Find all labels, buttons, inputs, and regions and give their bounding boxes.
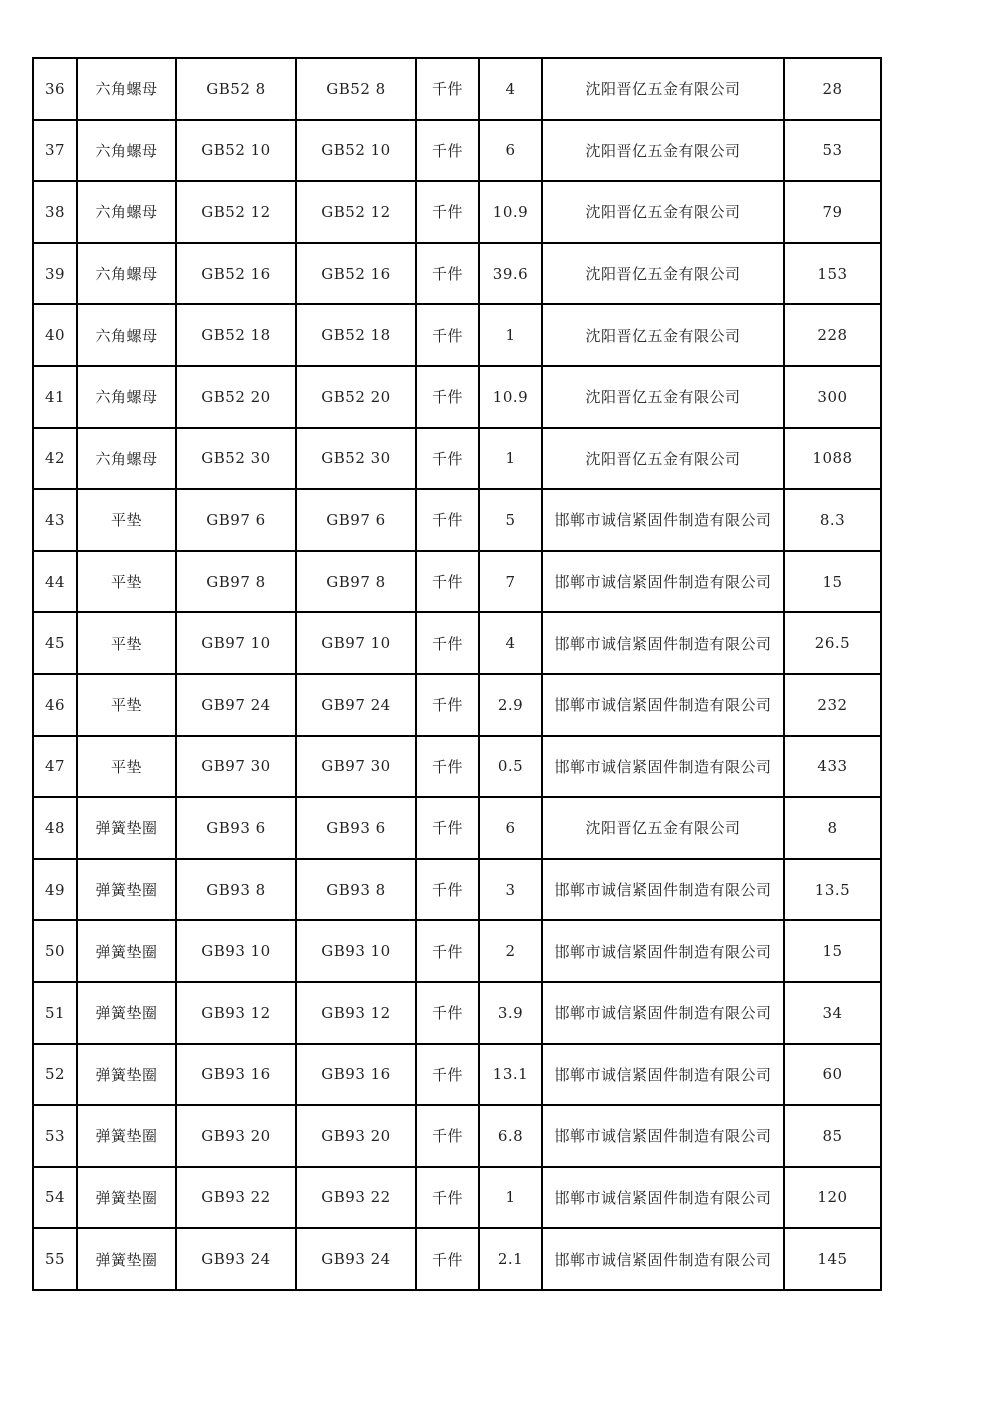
unit-cell: 千件 [416, 612, 479, 674]
row-number-cell: 44 [33, 551, 77, 613]
part-name-cell: 六角螺母 [77, 181, 176, 243]
model-cell: GB52 18 [296, 304, 416, 366]
row-number-cell: 46 [33, 674, 77, 736]
model-cell: GB93 24 [296, 1228, 416, 1290]
spec-cell: GB52 12 [176, 181, 296, 243]
price-cell: 300 [784, 366, 881, 428]
price-cell: 53 [784, 120, 881, 182]
price-cell: 232 [784, 674, 881, 736]
row-number-cell: 42 [33, 428, 77, 490]
row-number-cell: 43 [33, 489, 77, 551]
row-number-cell: 55 [33, 1228, 77, 1290]
unit-cell: 千件 [416, 551, 479, 613]
table-row [33, 120, 881, 182]
model-cell: GB93 20 [296, 1105, 416, 1167]
spec-cell: GB93 8 [176, 859, 296, 921]
row-number-cell: 49 [33, 859, 77, 921]
part-name-cell: 平垫 [77, 612, 176, 674]
unit-cell: 千件 [416, 1228, 479, 1290]
supplier-cell: 邯郸市诚信紧固件制造有限公司 [542, 859, 784, 921]
row-number-cell: 53 [33, 1105, 77, 1167]
unit-cell: 千件 [416, 674, 479, 736]
price-cell: 145 [784, 1228, 881, 1290]
row-number-cell: 47 [33, 736, 77, 798]
quantity-cell: 6 [479, 120, 542, 182]
supplier-cell: 邯郸市诚信紧固件制造有限公司 [542, 920, 784, 982]
row-number-cell: 39 [33, 243, 77, 305]
supplier-cell: 邯郸市诚信紧固件制造有限公司 [542, 1044, 784, 1106]
supplier-cell: 沈阳晋亿五金有限公司 [542, 304, 784, 366]
unit-cell: 千件 [416, 1105, 479, 1167]
model-cell: GB97 10 [296, 612, 416, 674]
table-row [33, 366, 881, 428]
unit-cell: 千件 [416, 304, 479, 366]
price-cell: 228 [784, 304, 881, 366]
part-name-cell: 六角螺母 [77, 58, 176, 120]
unit-cell: 千件 [416, 428, 479, 490]
supplier-cell: 沈阳晋亿五金有限公司 [542, 243, 784, 305]
part-name-cell: 平垫 [77, 551, 176, 613]
unit-cell: 千件 [416, 181, 479, 243]
spec-cell: GB52 10 [176, 120, 296, 182]
spec-cell: GB93 16 [176, 1044, 296, 1106]
quantity-cell: 4 [479, 58, 542, 120]
table-row [33, 489, 881, 551]
spec-cell: GB97 10 [176, 612, 296, 674]
spec-cell: GB93 24 [176, 1228, 296, 1290]
model-cell: GB97 6 [296, 489, 416, 551]
price-cell: 1088 [784, 428, 881, 490]
model-cell: GB52 30 [296, 428, 416, 490]
spec-cell: GB93 12 [176, 982, 296, 1044]
spec-cell: GB97 6 [176, 489, 296, 551]
part-name-cell: 弹簧垫圈 [77, 859, 176, 921]
spec-cell: GB52 18 [176, 304, 296, 366]
model-cell: GB52 10 [296, 120, 416, 182]
unit-cell: 千件 [416, 58, 479, 120]
part-name-cell: 六角螺母 [77, 120, 176, 182]
row-number-cell: 40 [33, 304, 77, 366]
unit-cell: 千件 [416, 982, 479, 1044]
price-cell: 34 [784, 982, 881, 1044]
row-number-cell: 37 [33, 120, 77, 182]
model-cell: GB97 30 [296, 736, 416, 798]
quantity-cell: 1 [479, 1167, 542, 1229]
table-row [33, 1167, 881, 1229]
spec-cell: GB97 8 [176, 551, 296, 613]
part-name-cell: 六角螺母 [77, 243, 176, 305]
table-row [33, 674, 881, 736]
table-row [33, 243, 881, 305]
row-number-cell: 51 [33, 982, 77, 1044]
part-name-cell: 弹簧垫圈 [77, 1167, 176, 1229]
table-row [33, 551, 881, 613]
unit-cell: 千件 [416, 1044, 479, 1106]
unit-cell: 千件 [416, 920, 479, 982]
model-cell: GB93 16 [296, 1044, 416, 1106]
price-cell: 79 [784, 181, 881, 243]
row-number-cell: 52 [33, 1044, 77, 1106]
table-row [33, 1044, 881, 1106]
price-cell: 26.5 [784, 612, 881, 674]
table-row [33, 181, 881, 243]
row-number-cell: 48 [33, 797, 77, 859]
model-cell: GB52 16 [296, 243, 416, 305]
row-number-cell: 45 [33, 612, 77, 674]
unit-cell: 千件 [416, 797, 479, 859]
part-name-cell: 平垫 [77, 489, 176, 551]
table-row [33, 428, 881, 490]
supplier-cell: 沈阳晋亿五金有限公司 [542, 58, 784, 120]
part-name-cell: 六角螺母 [77, 304, 176, 366]
supplier-cell: 邯郸市诚信紧固件制造有限公司 [542, 612, 784, 674]
supplier-cell: 沈阳晋亿五金有限公司 [542, 366, 784, 428]
price-cell: 28 [784, 58, 881, 120]
table-row [33, 859, 881, 921]
spec-cell: GB93 6 [176, 797, 296, 859]
spec-cell: GB52 8 [176, 58, 296, 120]
price-cell: 153 [784, 243, 881, 305]
model-cell: GB52 12 [296, 181, 416, 243]
part-name-cell: 弹簧垫圈 [77, 982, 176, 1044]
quantity-cell: 7 [479, 551, 542, 613]
part-name-cell: 弹簧垫圈 [77, 920, 176, 982]
table-row [33, 304, 881, 366]
quantity-cell: 1 [479, 304, 542, 366]
supplier-cell: 邯郸市诚信紧固件制造有限公司 [542, 551, 784, 613]
model-cell: GB93 6 [296, 797, 416, 859]
table-row [33, 797, 881, 859]
price-cell: 433 [784, 736, 881, 798]
part-name-cell: 六角螺母 [77, 366, 176, 428]
quantity-cell: 5 [479, 489, 542, 551]
quantity-cell: 2.9 [479, 674, 542, 736]
spec-cell: GB93 20 [176, 1105, 296, 1167]
table-body [33, 58, 881, 1290]
model-cell: GB52 20 [296, 366, 416, 428]
price-cell: 13.5 [784, 859, 881, 921]
unit-cell: 千件 [416, 243, 479, 305]
supplier-cell: 邯郸市诚信紧固件制造有限公司 [542, 1167, 784, 1229]
row-number-cell: 36 [33, 58, 77, 120]
parts-table [32, 57, 882, 1291]
part-name-cell: 弹簧垫圈 [77, 1105, 176, 1167]
price-cell: 120 [784, 1167, 881, 1229]
spec-cell: GB93 22 [176, 1167, 296, 1229]
supplier-cell: 邯郸市诚信紧固件制造有限公司 [542, 489, 784, 551]
quantity-cell: 6.8 [479, 1105, 542, 1167]
quantity-cell: 3.9 [479, 982, 542, 1044]
unit-cell: 千件 [416, 1167, 479, 1229]
unit-cell: 千件 [416, 366, 479, 428]
quantity-cell: 2 [479, 920, 542, 982]
supplier-cell: 邯郸市诚信紧固件制造有限公司 [542, 982, 784, 1044]
spec-cell: GB97 24 [176, 674, 296, 736]
unit-cell: 千件 [416, 736, 479, 798]
row-number-cell: 50 [33, 920, 77, 982]
unit-cell: 千件 [416, 489, 479, 551]
unit-cell: 千件 [416, 859, 479, 921]
table-row [33, 1105, 881, 1167]
quantity-cell: 13.1 [479, 1044, 542, 1106]
table-row [33, 1228, 881, 1290]
quantity-cell: 4 [479, 612, 542, 674]
table-row [33, 920, 881, 982]
price-cell: 15 [784, 551, 881, 613]
model-cell: GB97 8 [296, 551, 416, 613]
model-cell: GB93 22 [296, 1167, 416, 1229]
price-cell: 15 [784, 920, 881, 982]
part-name-cell: 六角螺母 [77, 428, 176, 490]
part-name-cell: 弹簧垫圈 [77, 1228, 176, 1290]
part-name-cell: 平垫 [77, 736, 176, 798]
part-name-cell: 弹簧垫圈 [77, 1044, 176, 1106]
price-cell: 8 [784, 797, 881, 859]
spec-cell: GB52 20 [176, 366, 296, 428]
row-number-cell: 38 [33, 181, 77, 243]
table-row [33, 736, 881, 798]
unit-cell: 千件 [416, 120, 479, 182]
quantity-cell: 39.6 [479, 243, 542, 305]
quantity-cell: 0.5 [479, 736, 542, 798]
supplier-cell: 邯郸市诚信紧固件制造有限公司 [542, 1105, 784, 1167]
spec-cell: GB52 16 [176, 243, 296, 305]
quantity-cell: 3 [479, 859, 542, 921]
spec-cell: GB52 30 [176, 428, 296, 490]
price-cell: 60 [784, 1044, 881, 1106]
quantity-cell: 2.1 [479, 1228, 542, 1290]
model-cell: GB93 10 [296, 920, 416, 982]
row-number-cell: 41 [33, 366, 77, 428]
model-cell: GB52 8 [296, 58, 416, 120]
part-name-cell: 平垫 [77, 674, 176, 736]
supplier-cell: 沈阳晋亿五金有限公司 [542, 181, 784, 243]
model-cell: GB97 24 [296, 674, 416, 736]
model-cell: GB93 8 [296, 859, 416, 921]
part-name-cell: 弹簧垫圈 [77, 797, 176, 859]
table-row [33, 58, 881, 120]
price-cell: 85 [784, 1105, 881, 1167]
quantity-cell: 1 [479, 428, 542, 490]
supplier-cell: 沈阳晋亿五金有限公司 [542, 428, 784, 490]
spec-cell: GB97 30 [176, 736, 296, 798]
row-number-cell: 54 [33, 1167, 77, 1229]
supplier-cell: 邯郸市诚信紧固件制造有限公司 [542, 674, 784, 736]
quantity-cell: 10.9 [479, 366, 542, 428]
quantity-cell: 10.9 [479, 181, 542, 243]
supplier-cell: 沈阳晋亿五金有限公司 [542, 797, 784, 859]
model-cell: GB93 12 [296, 982, 416, 1044]
supplier-cell: 邯郸市诚信紧固件制造有限公司 [542, 736, 784, 798]
price-cell: 8.3 [784, 489, 881, 551]
spec-cell: GB93 10 [176, 920, 296, 982]
table-row [33, 982, 881, 1044]
supplier-cell: 沈阳晋亿五金有限公司 [542, 120, 784, 182]
quantity-cell: 6 [479, 797, 542, 859]
table-row [33, 612, 881, 674]
supplier-cell: 邯郸市诚信紧固件制造有限公司 [542, 1228, 784, 1290]
